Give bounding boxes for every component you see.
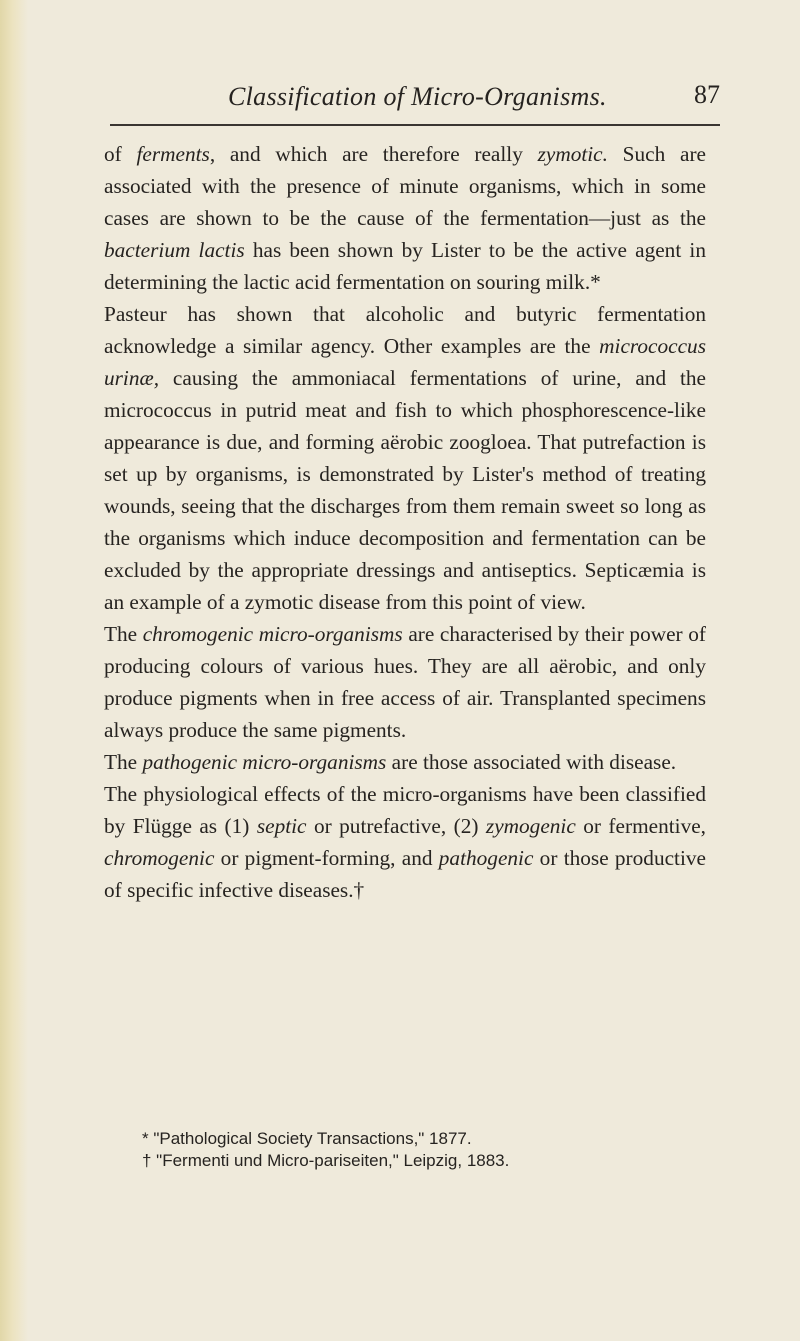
italic-text: bacterium lactis bbox=[104, 238, 245, 262]
page-edge-shadow bbox=[0, 0, 28, 1341]
italic-text: ferments bbox=[136, 142, 210, 166]
italic-text: chromogenic micro-organisms bbox=[142, 622, 403, 646]
italic-text: zymotic. bbox=[537, 142, 608, 166]
running-header bbox=[100, 78, 720, 128]
footnote: * "Pathological Society Transactions," 1877. bbox=[142, 1129, 472, 1148]
text-run: Pasteur has shown that alcoholic and butyric fermentation acknowledge a similar agency. Other examples are the bbox=[104, 302, 706, 358]
text-run: The bbox=[104, 750, 143, 774]
header-rule bbox=[110, 124, 720, 126]
text-run: The bbox=[104, 622, 143, 646]
paragraph bbox=[104, 298, 706, 618]
text-run: or those productive of specific infective diseases.† bbox=[104, 846, 706, 902]
running-title: Classification of Micro-Organisms. bbox=[228, 82, 607, 111]
text-run: causing the ammoniacal fermentations of urine, and the micrococcus in putrid meat and fish to which phosphorescence-like appearance is due, and forming aërobic zoogloea. That putrefaction is set up by organisms, is demonstrated by Lister's method of treating wounds, seeing that the discharges from them remain sweet so long as the organisms which induce decomposition and fermentation can be excluded by the appropriate dressings and antiseptics. Septicæmia is an example of a zymotic disease from this point of view. bbox=[104, 366, 706, 614]
body-text bbox=[104, 138, 706, 906]
text-run: are those associated with disease. bbox=[386, 750, 677, 774]
text-run: or fermentive, bbox=[575, 814, 706, 838]
footnotes bbox=[104, 1128, 706, 1172]
text-run: The physiological effects of the micro-organisms have been classified by Flügge as (1) bbox=[104, 782, 706, 838]
text-run: Such are associated with the presence of minute organisms, which in some cases are shown to be the cause of the fermentation—just as the bbox=[104, 142, 706, 230]
text-run: has been shown by Lister to be the active agent in determining the lactic acid fermentation on souring milk.* bbox=[104, 238, 706, 294]
page-number: 87 bbox=[694, 80, 720, 109]
text-run: , and which are therefore really bbox=[209, 142, 538, 166]
paragraph bbox=[104, 746, 706, 778]
italic-text: micrococcus urinæ, bbox=[104, 334, 706, 390]
text-run: of bbox=[104, 142, 137, 166]
italic-text: zymogenic bbox=[485, 814, 576, 838]
text-run: are characterised by their power of producing colours of various hues. They are all aërobic, and only produce pigments when in free access of air. Transplanted specimens always produce the same pigments. bbox=[104, 622, 707, 742]
paragraph bbox=[104, 138, 706, 298]
footnote: † "Fermenti und Micro-pariseiten," Leipzig, 1883. bbox=[142, 1151, 510, 1170]
italic-text: pathogenic bbox=[438, 846, 534, 870]
italic-text: chromogenic bbox=[104, 846, 215, 870]
italic-text: pathogenic micro-organisms bbox=[142, 750, 387, 774]
text-run: or pigment-forming, and bbox=[214, 846, 439, 870]
text-run: or putrefactive, (2) bbox=[306, 814, 486, 838]
paragraph bbox=[104, 618, 706, 746]
paragraph bbox=[104, 778, 706, 906]
italic-text: septic bbox=[256, 814, 307, 838]
